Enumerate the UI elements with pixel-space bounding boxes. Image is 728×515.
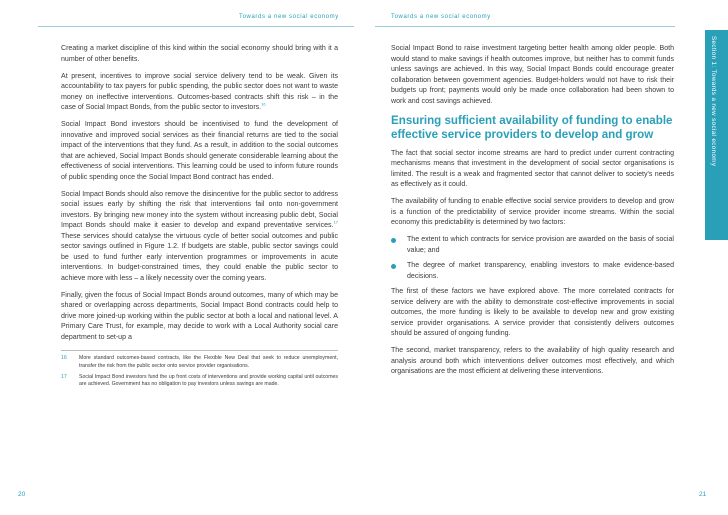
section-tab-label: Section 1: Towards a new social economy	[710, 36, 717, 167]
paragraph-text: At present, incentives to improve social service delivery tend to be weak. Given its accountability to tax payers for public spending, the public sector does not want to waste money on ineffective interventions. Outcomes-based contracts shift this risk – in the case of Social Impact Bonds, from the public sector to investors.	[61, 72, 338, 111]
paragraph: Finally, given the focus of Social Impact Bonds around outcomes, many of which may be shared or overlapping across departments, Social Impact Bond contracts could help to drive more joined-up working within the public sector at both a local and national level. A Primary Care Trust, for example, may decide to work with a Local Authority social care department to set-up a	[61, 291, 338, 341]
running-header-left: Towards a new social economy	[239, 14, 339, 20]
footnote-text: Social Impact Bond investors fund the up front costs of interventions and provide working capital until outcomes are achieved. Government has no obligation to pay investors unless savings are made.	[79, 373, 338, 388]
paragraph: Social Impact Bond to raise investment targeting better health among older people. Both would stand to make savings if health outcomes improve, but neither has to commit funds unless savings are achieved. In this way, Social Impact Bonds could encourage greater collaboration between government agencies. Budget-holders would not have to risk their budgets up front; payments would only be made once collaboration had been shown to work and cost savings achieved.	[391, 45, 674, 105]
paragraph	[61, 190, 338, 285]
footnote-text: More standard outcomes-based contracts, like the Flexible New Deal that seek to reduce unemployment, transfer the risk from the public sector onto service provider organisations.	[79, 355, 338, 369]
right-column	[391, 44, 674, 384]
section-side-tab	[705, 30, 728, 240]
bullet-item	[391, 235, 674, 256]
paragraph: The first of these factors we have explored above. The more correlated contracts for service delivery are with the ability to demonstrate cost-effective improvements in social outcomes, the more funding is likely to be available to develop new and grow existing service provider organisations. A service provider that consistently delivers outcomes should be assured of ongoing funding.	[391, 288, 674, 337]
footnote-number: 16	[61, 355, 67, 362]
section-heading: Ensuring sufficient availability of funding to enable effective service providers to develop and grow	[391, 113, 673, 141]
paragraph: The second, market transparency, refers to the availability of high quality research and analysis around both which interventions deliver outcomes most effectively, and which organisations are the most efficient at delivering these interventions.	[391, 347, 674, 375]
bullet-dot-icon	[391, 264, 396, 269]
footnote	[61, 355, 338, 370]
header-rule-left	[38, 26, 354, 27]
running-header-right: Towards a new social economy	[391, 14, 491, 20]
footnote-ref: 16	[261, 101, 266, 107]
footnote-number: 17	[61, 373, 67, 380]
footnote-divider	[61, 350, 338, 351]
left-column	[61, 44, 338, 393]
paragraph: The fact that social sector income streams are hard to predict under current contracting mechanisms means that investment in the development of social sector organisations is limited. The result is a weak and fragmented sector that cannot deliver to society's needs as effectively as it could.	[391, 149, 674, 188]
paragraph: The availability of funding to enable effective social service providers to develop and grow is a function of the predictability of service provider income streams. Within the social economy this predictability is determined by two factors:	[391, 198, 674, 226]
page-number-left: 20	[18, 491, 26, 498]
paragraph: Creating a market discipline of this kind within the social economy should bring with it a number of other benefits.	[61, 45, 338, 63]
bullet-item	[391, 261, 674, 282]
paragraph	[61, 72, 338, 114]
paragraph-text: These services should catalyse the virtuous cycle of better social outcomes and public sector savings outlined in Figure 1.2. If budgets are stable, public sector savings could be used to fund further early intervention programmes or improvements in acute interventions. In budget-constrained times, they could enable the public sector to achieve more with less – a likely necessity over the coming years.	[61, 232, 338, 282]
bullet-text: The extent to which contracts for service provision are awarded on the basis of social value; and	[407, 236, 674, 254]
paragraph-text: Social Impact Bonds should also remove the disincentive for the public sector to address social issues early by shifting the risk that interventions fail onto non-government investors. By bringing new money into the system without increasing public debt, Social Impact Bonds should make it easier to develop and expand preventative services.	[61, 190, 338, 229]
footnote	[61, 374, 338, 389]
page-number-right: 21	[699, 491, 707, 498]
bullet-dot-icon	[391, 238, 396, 243]
bullet-text: The degree of market transparency, enabling investors to make evidence-based decisions.	[407, 262, 674, 280]
paragraph: Social Impact Bond investors should be incentivised to fund the development of innovative and improved social services as their financial returns are tied to the social impact of the interventions that they fund. As a result, in addition to the social outcomes that are achieved, Social Impact Bonds should generate considerable learning about the effectiveness of social interventions. This learning could be used to inform future rounds of public spending once the Social Impact Bond contract has ended.	[61, 121, 338, 181]
footnote-ref: 17	[333, 219, 338, 225]
header-rule-right	[375, 26, 675, 27]
